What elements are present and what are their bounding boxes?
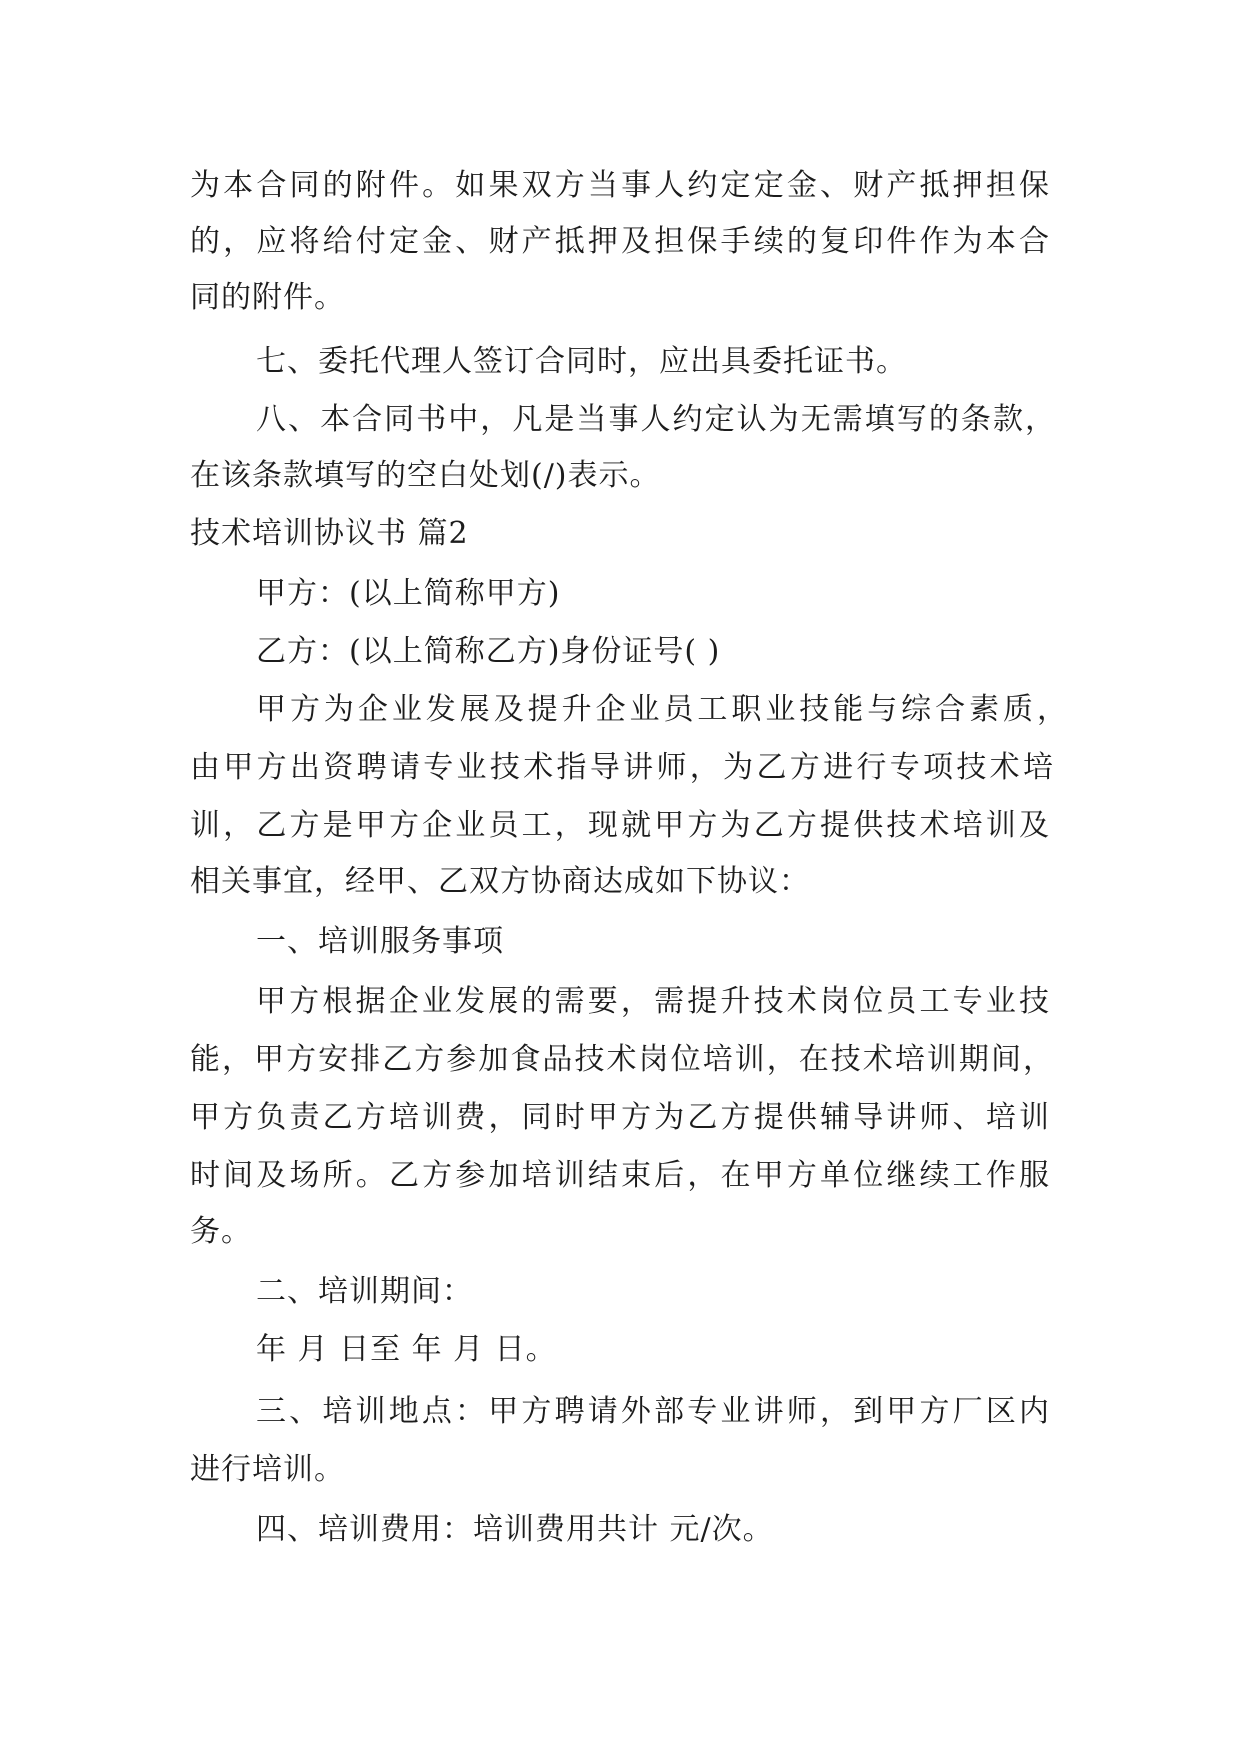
text-line: 相关事宜，经甲、乙双方协商达成如下协议： xyxy=(190,864,810,899)
clause-2-heading: 二、培训期间： xyxy=(256,1274,473,1309)
text-line: 在该条款填写的空白处划(/)表示。 xyxy=(190,458,661,493)
text-line: 为本合同的附件。如果双方当事人约定定金、财产抵押担保 xyxy=(190,168,1050,203)
text-line: 务。 xyxy=(190,1214,252,1249)
clause-4: 四、培训费用：培训费用共计 元/次。 xyxy=(256,1512,774,1547)
text-line: 的，应将给付定金、财产抵押及担保手续的复印件作为本合 xyxy=(190,224,1050,259)
text-line: 甲方根据企业发展的需要，需提升技术岗位员工专业技 xyxy=(256,984,1050,1019)
clause-7: 七、委托代理人签订合同时，应出具委托证书。 xyxy=(256,344,907,379)
text-line: 能，甲方安排乙方参加食品技术岗位培训，在技术培训期间， xyxy=(190,1042,1054,1077)
section-heading: 技术培训协议书 篇2 xyxy=(190,516,469,551)
party-a-line: 甲方：(以上简称甲方) xyxy=(256,576,561,611)
clause-8: 八、本合同书中，凡是当事人约定认为无需填写的条款， xyxy=(256,402,1056,437)
text-line: 同的附件。 xyxy=(190,280,345,315)
clause-3: 三、培训地点：甲方聘请外部专业讲师，到甲方厂区内 xyxy=(256,1394,1050,1429)
text-line: 甲方为企业发展及提升企业员工职业技能与综合素质， xyxy=(256,692,1068,727)
text-line: 甲方负责乙方培训费，同时甲方为乙方提供辅导讲师、培训 xyxy=(190,1100,1050,1135)
party-b-line: 乙方：(以上简称乙方)身份证号( ) xyxy=(256,634,721,669)
text-line: 时间及场所。乙方参加培训结束后，在甲方单位继续工作服 xyxy=(190,1158,1050,1193)
text-line: 由甲方出资聘请专业技术指导讲师，为乙方进行专项技术培 xyxy=(190,750,1054,785)
text-line: 训，乙方是甲方企业员工，现就甲方为乙方提供技术培训及 xyxy=(190,808,1050,843)
text-line: 进行培训。 xyxy=(190,1452,345,1487)
training-period: 年 月 日至 年 月 日。 xyxy=(256,1332,557,1367)
clause-1-heading: 一、培训服务事项 xyxy=(256,924,504,959)
